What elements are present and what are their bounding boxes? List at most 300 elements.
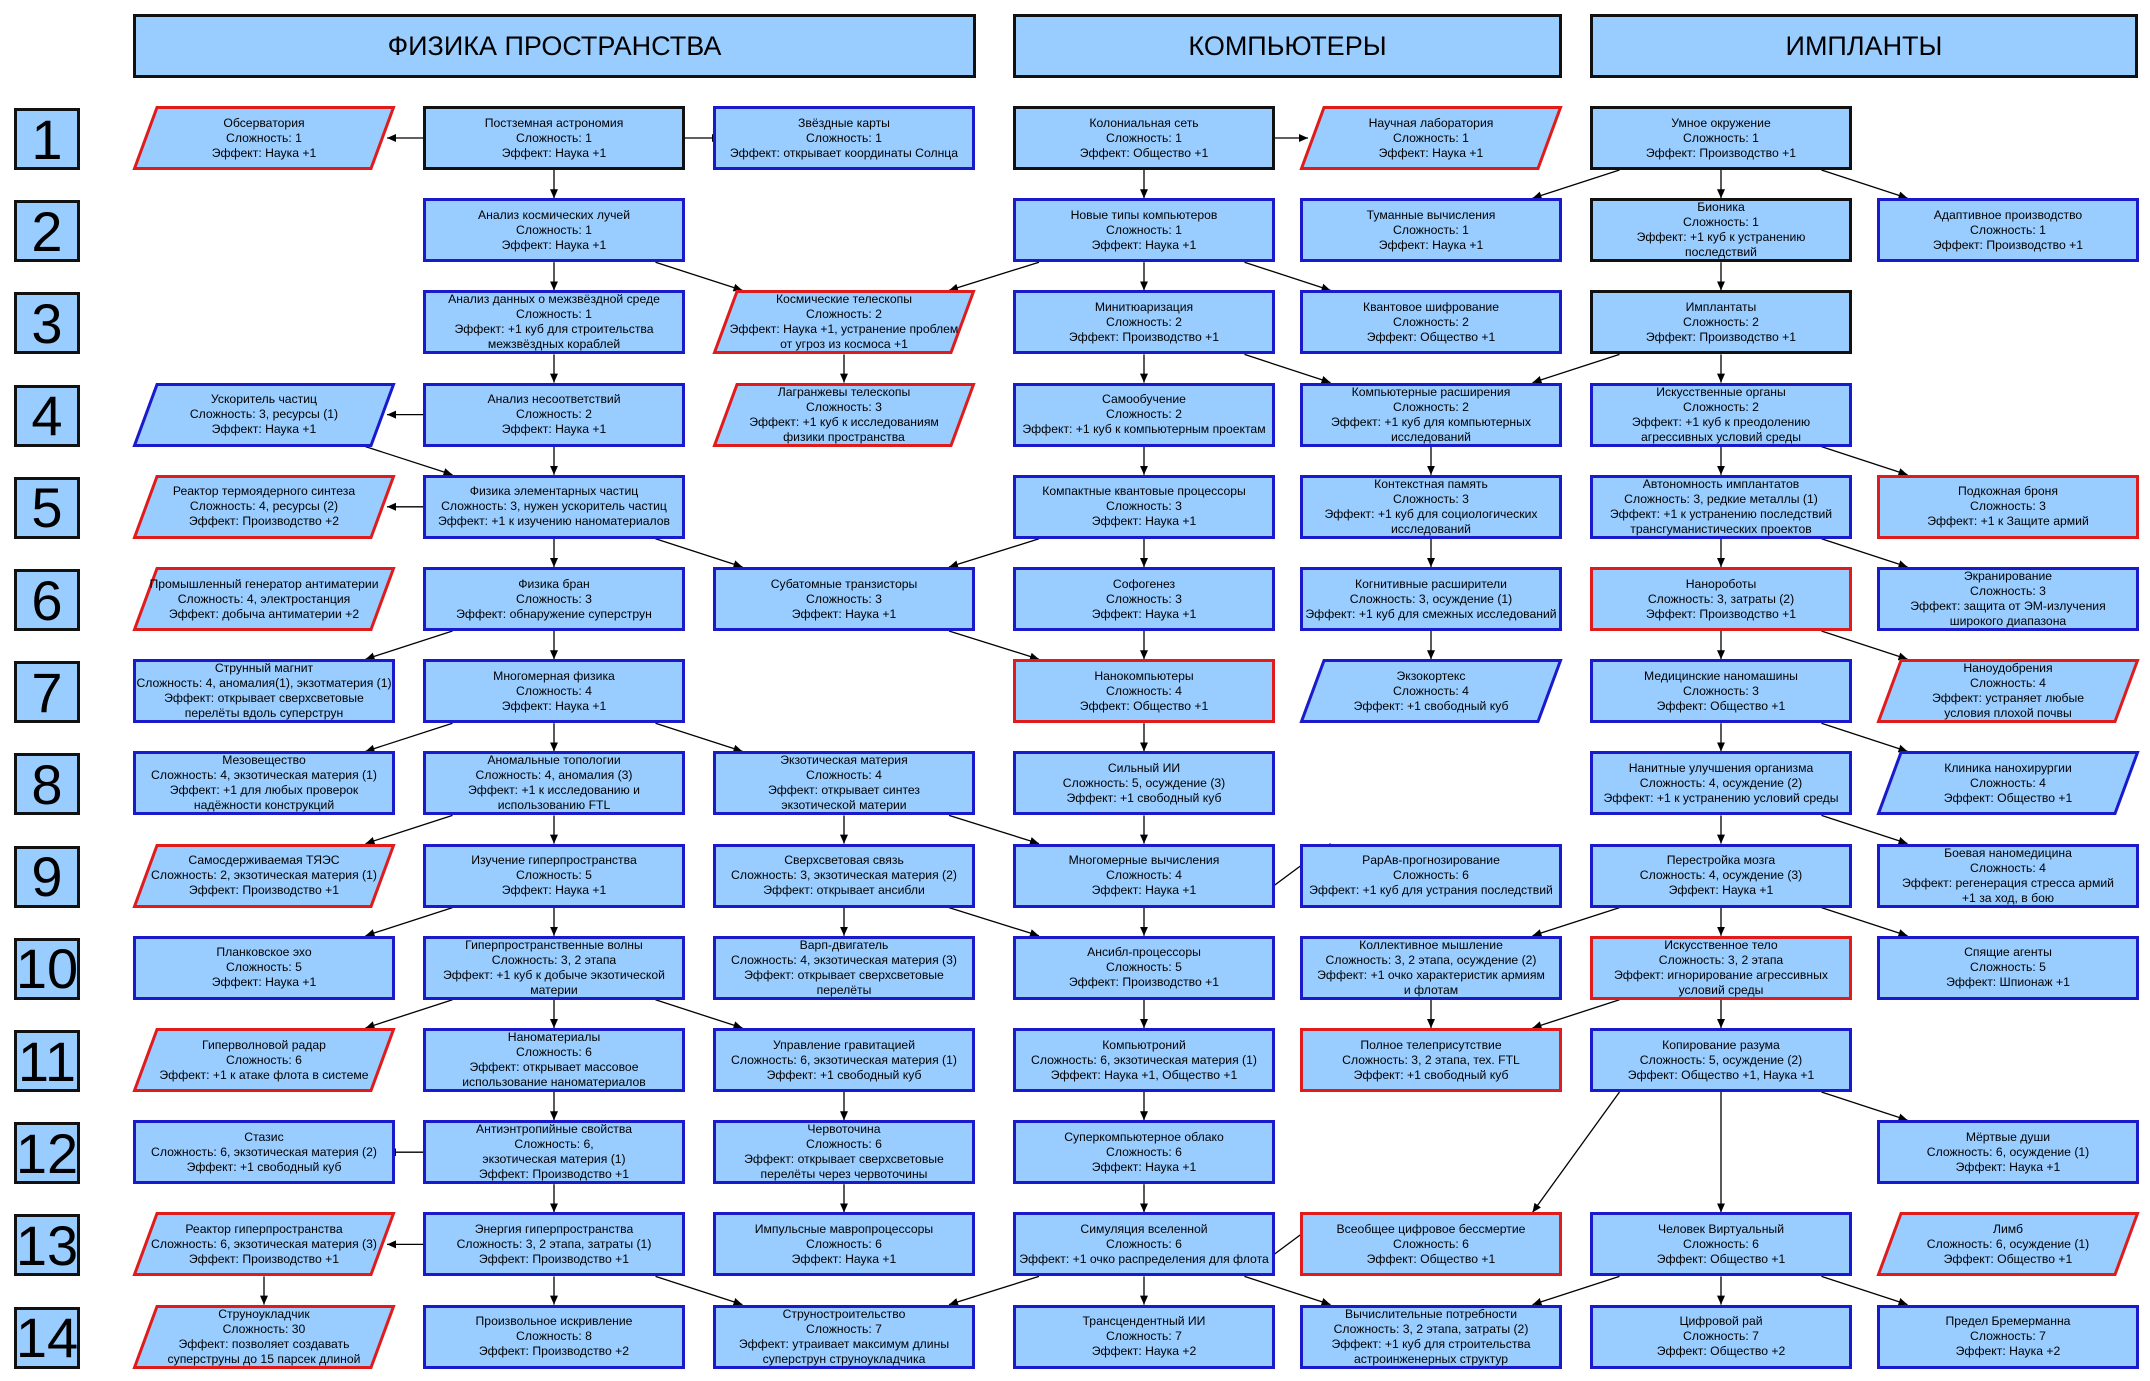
tech-name: Умное окружение xyxy=(1671,115,1771,130)
tech-detail: Эффект: +1 куб к исследованиям xyxy=(749,414,939,429)
tech-detail: Сложность: 3 xyxy=(1970,499,2046,514)
tech-node-bremermann xyxy=(1877,1305,2139,1369)
tech-detail: широкого диапазона xyxy=(1949,614,2067,628)
tech-detail: экзотическая материя (1) xyxy=(482,1152,626,1167)
tech-node-text xyxy=(145,1130,383,1175)
tech-node-subarmor xyxy=(1877,475,2139,539)
tech-detail: Сложность: 6 xyxy=(806,1137,882,1152)
tech-name: Адаптивное производство xyxy=(1933,207,2083,222)
tech-detail: Эффект: +1 к изучению наноматериалов xyxy=(438,514,670,529)
tech-detail: Сложность: 2 xyxy=(1106,407,1182,422)
dependency-arrow xyxy=(366,815,453,843)
dependency-arrow xyxy=(1244,354,1330,382)
tech-node-text xyxy=(450,577,658,622)
row-number: 4 xyxy=(14,385,80,447)
tech-node-artbody xyxy=(1590,936,1852,1000)
tech-detail: Сложность: 4, экзотическая материя (3) xyxy=(731,952,957,967)
tech-name: Искусственные органы xyxy=(1656,384,1786,399)
tech-detail: использование наноматериалов xyxy=(462,1075,646,1089)
tech-detail: Эффект: +1 куб для смежных исследований xyxy=(1305,606,1557,621)
tech-node-adaptprod xyxy=(1877,198,2139,262)
tech-node-text xyxy=(1940,945,2076,990)
dependency-arrow xyxy=(1244,1276,1330,1304)
tech-node-text xyxy=(130,661,397,721)
tech-node-scilab xyxy=(1300,106,1562,170)
tech-detail: Сложность: 3, 2 этапа, осуждение (2) xyxy=(1325,952,1537,967)
tech-node-text xyxy=(1016,392,1271,437)
tech-name: Сильный ИИ xyxy=(1107,760,1181,775)
tech-detail: Сложность: 4, аномалия(1), экзотматерия (1) xyxy=(136,676,392,691)
tech-name: Цифровой рай xyxy=(1679,1314,1763,1329)
tech-node-multidim xyxy=(423,659,685,723)
tech-node-text xyxy=(1640,300,1802,345)
tech-detail: Сложность: 6, осуждение (1) xyxy=(1926,1144,2090,1159)
tech-node-nanoimprove xyxy=(1590,751,1852,815)
tech-detail: Сложность: 1 xyxy=(1683,215,1759,230)
tech-node-cognitive xyxy=(1300,567,1562,631)
tech-node-text xyxy=(437,938,671,998)
tech-detail: Сложность: 6 xyxy=(1393,868,1469,883)
tech-detail: Эффект: +1 куб к добыче экзотической xyxy=(443,967,665,982)
tech-node-text xyxy=(1325,1307,1536,1367)
tech-detail: Эффект: открывает сверхсветовые xyxy=(744,967,944,982)
tech-name: Физика элементарных частиц xyxy=(469,484,639,499)
tech-name: Струноукладчик xyxy=(218,1306,310,1321)
tech-detail: Эффект: Производство +1 xyxy=(478,1251,630,1266)
tech-detail: Сложность: 4 xyxy=(1106,683,1182,698)
tech-node-text xyxy=(1904,569,2111,629)
tech-detail: Эффект: Общество +1 xyxy=(1366,329,1496,344)
tech-node-stringlayer xyxy=(133,1305,395,1369)
tech-node-text xyxy=(1348,669,1515,714)
tech-node-warp xyxy=(713,936,975,1000)
tech-node-exomatter xyxy=(713,751,975,815)
row-number: 10 xyxy=(15,937,79,1001)
tech-node-text xyxy=(1638,669,1804,714)
tech-detail: Сложность: 6 xyxy=(1393,1236,1469,1251)
tech-name: PapAв-прогнозирование xyxy=(1362,853,1500,868)
tech-detail: Эффект: +1 куб к устранению xyxy=(1636,230,1806,245)
tech-detail: материи xyxy=(530,982,578,997)
tech-detail: Эффект: Наука +1 xyxy=(1378,145,1484,160)
tech-node-text xyxy=(442,292,666,352)
tech-node-stringmag xyxy=(133,659,395,723)
tech-name: Имплантаты xyxy=(1685,299,1757,314)
tech-detail: Эффект: Наука +2 xyxy=(1091,1344,1197,1359)
tech-node-anomtop xyxy=(423,751,685,815)
tech-detail: Эффект: утраивает максимум длины xyxy=(738,1336,950,1351)
tech-name: Планковское эхо xyxy=(216,945,312,960)
tech-detail: Эффект: Наука +1 xyxy=(1091,237,1197,252)
tech-node-text xyxy=(470,1122,638,1182)
tech-node-collective xyxy=(1300,936,1562,1000)
tech-detail: Сложность: 1 xyxy=(1683,130,1759,145)
tech-node-deadsouls xyxy=(1877,1120,2139,1184)
tech-node-text xyxy=(1074,116,1215,161)
tech-name: Изучение гиперпространства xyxy=(471,853,637,868)
tech-name: Контекстная память xyxy=(1374,476,1488,491)
tech-detail: Эффект: Наука +1 xyxy=(501,422,607,437)
header-computers: КОМПЬЮТЕРЫ xyxy=(1013,14,1562,78)
dependency-arrow xyxy=(656,723,743,751)
tech-detail: Эффект: Наука +1 xyxy=(1091,1159,1197,1174)
tech-name: Колониальная сеть xyxy=(1089,115,1199,130)
tech-name: Энергия гиперпространства xyxy=(474,1221,634,1236)
tech-name: Компьютерные расширения xyxy=(1351,384,1511,399)
tech-detail: условия плохой почвы xyxy=(1944,706,2072,721)
tech-node-text xyxy=(1086,577,1203,622)
tech-detail: Сложность: 3, 2 этапа xyxy=(491,952,617,967)
tech-name: Самосдерживаемая ТЯЭС xyxy=(188,853,340,868)
tech-name: Симуляция вселенной xyxy=(1080,1221,1208,1236)
tech-name: Коллективное мышление xyxy=(1359,937,1503,952)
tech-node-mesomatter xyxy=(133,751,395,815)
dependency-arrow xyxy=(656,539,743,567)
tech-detail: суперструн струноукладчика xyxy=(762,1351,926,1366)
tech-detail: Эффект: устраняет любые xyxy=(1931,691,2085,706)
tech-detail: Сложность: 4, осуждение (3) xyxy=(1639,868,1803,883)
tech-detail: Сложность: 6, осуждение (1) xyxy=(1926,1236,2090,1251)
dependency-arrow xyxy=(1821,170,1907,198)
tech-detail: Сложность: 3 xyxy=(806,591,882,606)
tech-detail: Сложность: 4, ресурсы (2) xyxy=(189,499,339,514)
tech-detail: Эффект: Наука +1 xyxy=(1091,514,1197,529)
tech-detail: Сложность: 1 xyxy=(1393,222,1469,237)
dependency-arrow xyxy=(366,631,453,659)
tech-name: Гиперволновой радар xyxy=(202,1037,326,1052)
tech-detail: Эффект: добыча антиматерии +2 xyxy=(168,606,360,621)
tech-name: Новые типы компьютеров xyxy=(1070,207,1218,222)
tech-detail: Эффект: Общество +1 xyxy=(1656,1251,1786,1266)
tech-detail: Сложность: 1 xyxy=(516,222,592,237)
tech-node-hyperwaves xyxy=(423,936,685,1000)
tech-detail: трансгуманистических проектов xyxy=(1630,521,1812,536)
dependency-arrow xyxy=(366,908,453,936)
tech-name: Анализ данных о межзвёздной среде xyxy=(448,292,660,307)
tech-node-nanorobots xyxy=(1590,567,1852,631)
tech-detail: Сложность: 6 xyxy=(1106,1236,1182,1251)
dependency-arrow xyxy=(1533,908,1620,936)
dependency-arrow xyxy=(1533,1276,1620,1304)
tech-name: Всеобщее цифровое бессмертие xyxy=(1336,1221,1526,1236)
tech-name: Стазис xyxy=(244,1129,284,1144)
tech-node-text xyxy=(1299,577,1562,622)
tech-name: Аномальные топологии xyxy=(487,753,621,768)
tech-node-text xyxy=(725,1038,963,1083)
tech-name: Компактные квантовые процессоры xyxy=(1042,484,1246,499)
tech-detail: Эффект: +1 куб к компьютерным проектам xyxy=(1022,422,1266,437)
tech-name: Мезовещество xyxy=(222,753,306,768)
tech-node-brainrebuild xyxy=(1590,844,1852,908)
tech-detail: Эффект: Производство +1 xyxy=(1068,329,1220,344)
tech-detail: перелёты вдоль суперструн xyxy=(184,706,344,721)
dependency-arrow xyxy=(949,631,1039,659)
tech-node-text xyxy=(1921,484,2095,529)
tech-node-text xyxy=(1926,661,2090,721)
tech-name: Наноудобрения xyxy=(1963,661,2053,676)
tech-name: Бионика xyxy=(1697,200,1745,215)
tech-node-smartenv xyxy=(1590,106,1852,170)
tech-name: Полное телеприсутствие xyxy=(1360,1037,1502,1052)
tech-node-text xyxy=(145,753,383,813)
tech-detail: Эффект: открывает ансибли xyxy=(763,883,925,898)
row-number: 7 xyxy=(14,661,80,723)
tech-detail: Сложность: 2 xyxy=(1683,314,1759,329)
tech-node-text xyxy=(1336,1038,1526,1083)
tech-detail: Эффект: Наука +1 xyxy=(1955,1159,2061,1174)
tech-node-text xyxy=(184,392,344,437)
tech-node-text xyxy=(162,1307,367,1367)
tech-detail: Сложность: 8 xyxy=(516,1329,592,1344)
tech-detail: Сложность: 3, 2 этапа, затраты (1) xyxy=(456,1236,652,1251)
tech-detail: Эффект: +1 куб для компьютерных xyxy=(1330,414,1531,429)
tech-node-mindcopy xyxy=(1590,1028,1852,1092)
tech-node-impulse xyxy=(713,1212,975,1276)
tech-node-postastro xyxy=(423,106,685,170)
tech-detail: астроинженерных структур xyxy=(1353,1351,1509,1366)
tech-node-quantenc xyxy=(1300,290,1562,354)
tech-detail: Сложность: 7 xyxy=(806,1321,882,1336)
tech-node-shielding xyxy=(1877,567,2139,631)
tech-node-contextmem xyxy=(1300,475,1562,539)
tech-name: Нанороботы xyxy=(1685,576,1757,591)
tech-name: Импульсные мавропроцессоры xyxy=(754,1221,934,1236)
tech-detail: Сложность: 5 xyxy=(516,868,592,883)
tech-node-selflearn xyxy=(1013,383,1275,447)
tech-node-text xyxy=(1303,853,1559,898)
tech-detail: Сложность: 1 xyxy=(516,130,592,145)
tech-node-text xyxy=(1065,208,1224,253)
tech-detail: агрессивных условий среды xyxy=(1640,429,1802,444)
tech-node-text xyxy=(1631,200,1812,260)
tech-detail: Сложность: 3 xyxy=(1393,491,1469,506)
tech-detail: Сложность: 3 xyxy=(1970,584,2046,598)
tech-detail: Сложность: 3 xyxy=(1106,591,1182,606)
tech-node-text xyxy=(472,208,636,253)
tech-node-text xyxy=(749,1222,939,1267)
tech-name: Спящие агенты xyxy=(1964,945,2052,960)
tech-name: Анализ космических лучей xyxy=(477,207,631,222)
tech-node-text xyxy=(481,392,626,437)
tech-node-text xyxy=(1940,1314,2077,1359)
tech-name: Медицинские наномашины xyxy=(1644,668,1798,683)
tech-name: Реактор гиперпространства xyxy=(185,1221,343,1236)
tech-name: Искусственное тело xyxy=(1664,937,1778,952)
tech-node-text xyxy=(1057,761,1231,806)
tech-name: Вычислительные потребности xyxy=(1344,1306,1518,1321)
tech-node-text xyxy=(1074,669,1215,714)
row-number: 14 xyxy=(15,1306,79,1370)
tech-name: Автономность имплантатов xyxy=(1642,476,1800,491)
tech-node-text xyxy=(1634,853,1808,898)
tech-name: Реактор термоядерного синтеза xyxy=(172,484,356,499)
tech-name: Анализ несоответствий xyxy=(487,392,621,407)
tech-name: Постземная астрономия xyxy=(484,115,624,130)
tech-node-universesim xyxy=(1013,1212,1275,1276)
tech-node-gravity xyxy=(713,1028,975,1092)
tech-detail: Эффект: +1 куб для социологических xyxy=(1324,506,1538,521)
tech-node-text xyxy=(1318,477,1543,537)
tech-name: Предел Бремерманна xyxy=(1945,1314,2071,1329)
tech-detail: Эффект: +1 к устранению условий среды xyxy=(1603,790,1839,805)
dependency-arrow xyxy=(1821,539,1907,567)
tech-node-text xyxy=(167,484,361,529)
tech-node-text xyxy=(743,385,945,445)
header-implants: ИМПЛАНТЫ xyxy=(1590,14,2138,78)
tech-detail: Эффект: +1 свободный куб xyxy=(1353,1067,1509,1082)
tech-name: Варп-двигатель xyxy=(799,937,889,952)
tech-node-text xyxy=(1063,853,1226,898)
header-space-physics: ФИЗИКА ПРОСТРАНСТВА xyxy=(133,14,976,78)
tech-detail: Сложность: 4, осуждение (2) xyxy=(1639,775,1803,790)
tech-name: Ансибл-процессоры xyxy=(1087,945,1201,960)
tech-node-wormhole xyxy=(713,1120,975,1184)
dependency-arrow xyxy=(949,539,1039,567)
tech-node-text xyxy=(206,116,323,161)
tech-node-nanosurg xyxy=(1877,751,2139,815)
tech-name: Клиника нанохирургии xyxy=(1944,760,2072,775)
tech-detail: Эффект: +1 свободный куб xyxy=(766,1067,922,1082)
tech-node-text xyxy=(1013,1222,1275,1267)
dependency-arrow xyxy=(1821,1092,1907,1120)
tech-node-exocortex xyxy=(1300,659,1562,723)
tech-name: Сверхсветовая связь xyxy=(784,853,904,868)
tech-node-bionics xyxy=(1590,198,1852,262)
tech-node-interstellar xyxy=(423,290,685,354)
tech-node-text xyxy=(1063,300,1225,345)
row-number: 3 xyxy=(14,292,80,354)
dependency-arrow xyxy=(656,262,743,290)
tech-node-text xyxy=(432,484,676,529)
tech-detail: Эффект: +1 к исследованию и xyxy=(468,783,640,798)
tech-name: Экзотическая материя xyxy=(780,753,908,768)
tech-detail: Эффект: Наука +1 xyxy=(1668,883,1774,898)
dependency-arrow xyxy=(1821,815,1907,843)
tech-detail: Сложность: 6, экзотическая материя (3) xyxy=(151,1236,377,1251)
row-number: 6 xyxy=(14,569,80,631)
tech-detail: Сложность: 1 xyxy=(1106,222,1182,237)
tech-node-text xyxy=(1921,1130,2095,1175)
tech-detail: использованию FTL xyxy=(497,798,611,813)
dependency-arrow xyxy=(1244,262,1330,290)
tech-node-accel xyxy=(133,383,395,447)
tech-node-text xyxy=(145,1222,383,1267)
dependency-arrow xyxy=(656,1276,743,1304)
tech-node-artorgans xyxy=(1590,383,1852,447)
tech-detail: Эффект: +1 очко распределения для флота xyxy=(1019,1251,1269,1266)
tech-detail: Эффект: Производство +2 xyxy=(478,1344,630,1359)
tech-name: Гиперпространственные волны xyxy=(465,937,643,952)
tech-node-text xyxy=(1058,1130,1230,1175)
tech-detail: экзотической материи xyxy=(781,798,907,813)
tech-name: Субатомные транзисторы xyxy=(770,576,918,591)
tech-node-text xyxy=(1063,945,1225,990)
tech-node-text xyxy=(153,1038,374,1083)
row-number: 9 xyxy=(14,846,80,908)
tech-name: Трансцендентный ИИ xyxy=(1082,1314,1206,1329)
tech-node-text xyxy=(1598,761,1845,806)
tech-name: Звёздные карты xyxy=(798,115,890,130)
dependency-arrow xyxy=(1533,1092,1620,1212)
tech-node-telepresence xyxy=(1300,1028,1562,1092)
tech-node-text xyxy=(738,1122,950,1182)
tech-name: Физика бран xyxy=(518,576,590,591)
tech-name: Туманные вычисления xyxy=(1366,207,1496,222)
tech-node-text xyxy=(1896,846,2120,906)
tech-node-branes xyxy=(423,567,685,631)
tech-name: Компьютроний xyxy=(1102,1037,1186,1052)
tech-detail: Эффект: Общество +1 xyxy=(1079,145,1209,160)
row-number: 8 xyxy=(14,753,80,815)
tech-detail: Эффект: Общество +1 xyxy=(1079,698,1209,713)
tech-detail: Сложность: 30 xyxy=(222,1321,306,1336)
tech-node-text xyxy=(725,853,963,898)
tech-detail: Эффект: Наука +1 xyxy=(211,145,317,160)
tech-detail: Эффект: Производство +1 xyxy=(188,1251,340,1266)
tech-detail: Эффект: Общество +1 xyxy=(1943,790,2073,805)
row-number: 5 xyxy=(14,477,80,539)
tech-detail: Сложность: 2, экзотическая материя (1) xyxy=(151,868,377,883)
tech-node-fogcomp xyxy=(1300,198,1562,262)
tech-node-text xyxy=(725,938,963,998)
tech-detail: Сложность: 1 xyxy=(1393,130,1469,145)
tech-detail: Сложность: 1 xyxy=(516,307,592,322)
tech-name: Человек Виртуальный xyxy=(1657,1221,1785,1236)
tech-detail: Сложность: 6, экзотическая материя (2) xyxy=(151,1144,377,1159)
tech-detail: Эффект: Производство +1 xyxy=(1645,329,1797,344)
tech-node-compactq xyxy=(1013,475,1275,539)
tech-node-lagrange xyxy=(713,383,975,447)
tech-node-text xyxy=(206,945,323,990)
tech-node-obs xyxy=(133,106,395,170)
tech-detail: Сложность: 6 xyxy=(226,1052,302,1067)
row-number: 2 xyxy=(14,200,80,262)
tech-node-hyperreactor xyxy=(133,1212,395,1276)
tech-detail: и флотам xyxy=(1403,982,1459,997)
tech-node-colnet xyxy=(1013,106,1275,170)
tech-detail: исследований xyxy=(1391,429,1471,444)
tech-detail: Сложность: 4 xyxy=(1970,676,2046,691)
tech-detail: Эффект: +1 свободный куб xyxy=(1353,698,1509,713)
tech-node-fusion xyxy=(133,475,395,539)
tech-node-antientropy xyxy=(423,1120,685,1184)
tech-node-papav xyxy=(1300,844,1562,908)
row-number: 12 xyxy=(15,1121,79,1185)
tech-detail: Эффект: +1 свободный куб xyxy=(186,1159,342,1174)
tech-node-text xyxy=(1626,385,1816,445)
tech-node-text xyxy=(724,116,964,161)
tech-name: Экзокортекс xyxy=(1396,668,1466,683)
tech-detail: Эффект: Наука +1, Общество +1 xyxy=(1050,1067,1238,1082)
tech-name: Наноматериалы xyxy=(507,1030,601,1044)
tech-detail: Эффект: открывает сверхсветовые xyxy=(744,1152,944,1167)
tech-detail: Сложность: 1 xyxy=(806,130,882,145)
tech-node-text xyxy=(1361,208,1502,253)
tech-node-text xyxy=(487,669,621,714)
tech-detail: Эффект: Производство +1 xyxy=(1932,237,2084,252)
tech-detail: суперструны до 15 парсек длиной xyxy=(167,1351,361,1366)
dependency-arrow xyxy=(1533,170,1620,198)
tech-name: Управление гравитацией xyxy=(772,1037,916,1052)
tech-node-stasis xyxy=(133,1120,395,1184)
tech-node-compext xyxy=(1300,383,1562,447)
tech-node-supercloud xyxy=(1013,1120,1275,1184)
tech-detail: Сложность: 6 xyxy=(516,1045,592,1059)
tech-node-text xyxy=(1357,300,1505,345)
tech-node-text xyxy=(1604,477,1838,537)
tech-node-transai xyxy=(1013,1305,1275,1369)
tech-detail: Эффект: Общество +1 xyxy=(1943,1251,2073,1266)
